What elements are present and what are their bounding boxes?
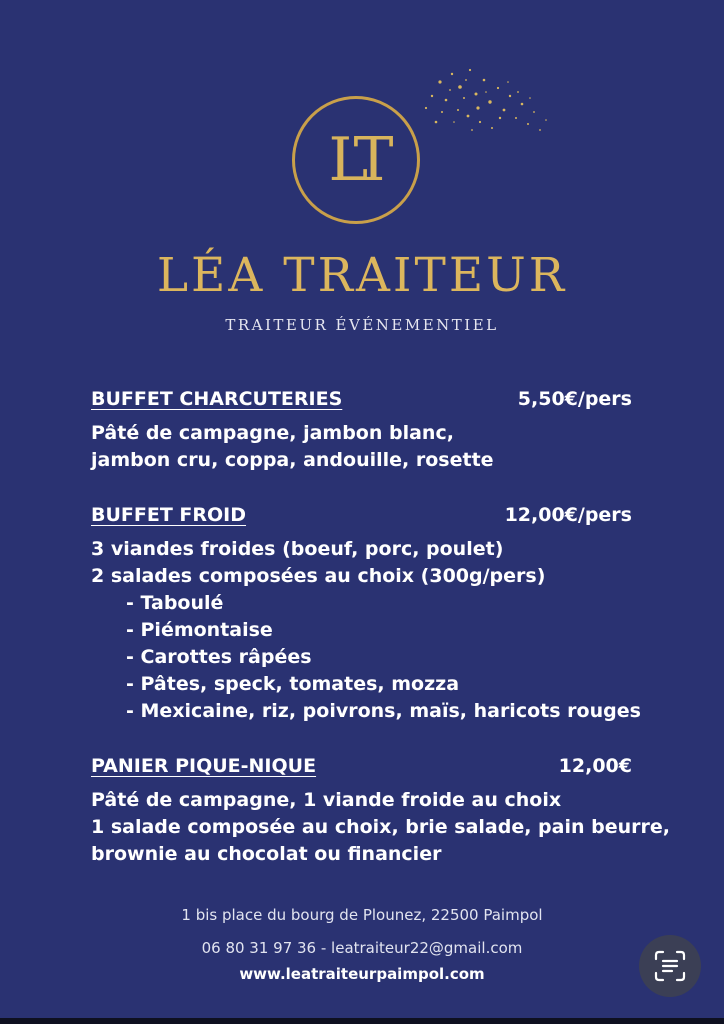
- salad-option: - Piémontaise: [126, 619, 273, 641]
- brand-name: LÉA TRAITEUR: [156, 248, 568, 303]
- menu-line: 1 salade composée au choix, brie salade, pain beurre,: [91, 816, 670, 838]
- section-price: 5,50€/pers: [517, 388, 632, 410]
- section-price: 12,00€: [558, 755, 632, 777]
- menu-line: brownie au chocolat ou financier: [91, 843, 442, 865]
- menu-line: 2 salades composées au choix (300g/pers): [91, 565, 546, 587]
- salad-option: - Mexicaine, riz, poivrons, maïs, haricots rouges: [126, 700, 641, 722]
- section-title: BUFFET FROID: [91, 504, 247, 526]
- menu-line: jambon cru, coppa, andouille, rosette: [91, 449, 494, 471]
- scan-text-button[interactable]: [639, 935, 701, 997]
- salad-option: - Pâtes, speck, tomates, mozza: [126, 673, 460, 695]
- footer-contact: 06 80 31 97 36 - leatraiteur22@gmail.com: [201, 939, 523, 957]
- menu-line: Pâté de campagne, jambon blanc,: [91, 422, 454, 444]
- section-buffet-charcuteries: [91, 388, 636, 474]
- brand-tagline: TRAITEUR ÉVÉNEMENTIEL: [225, 316, 499, 334]
- section-price: 12,00€/pers: [504, 504, 632, 526]
- footer-address: 1 bis place du bourg de Plounez, 22500 Paimpol: [181, 906, 543, 924]
- salad-option: - Carottes râpées: [126, 646, 312, 668]
- menu-line: Pâté de campagne, 1 viande froide au choix: [91, 789, 562, 811]
- section-title: BUFFET CHARCUTERIES: [91, 388, 343, 410]
- logo: [280, 92, 560, 242]
- section-panier-pique-nique: [91, 755, 670, 868]
- footer-website[interactable]: www.leatraiteurpaimpol.com: [239, 965, 485, 983]
- salad-option: - Taboulé: [126, 592, 224, 614]
- logo-monogram: LT: [328, 125, 384, 195]
- bottom-edge-bar: [0, 1018, 724, 1024]
- scan-text-icon: [653, 949, 687, 983]
- section-buffet-froid: [91, 504, 641, 725]
- menu-line: 3 viandes froides (boeuf, porc, poulet): [91, 538, 504, 560]
- section-title: PANIER PIQUE-NIQUE: [91, 755, 317, 777]
